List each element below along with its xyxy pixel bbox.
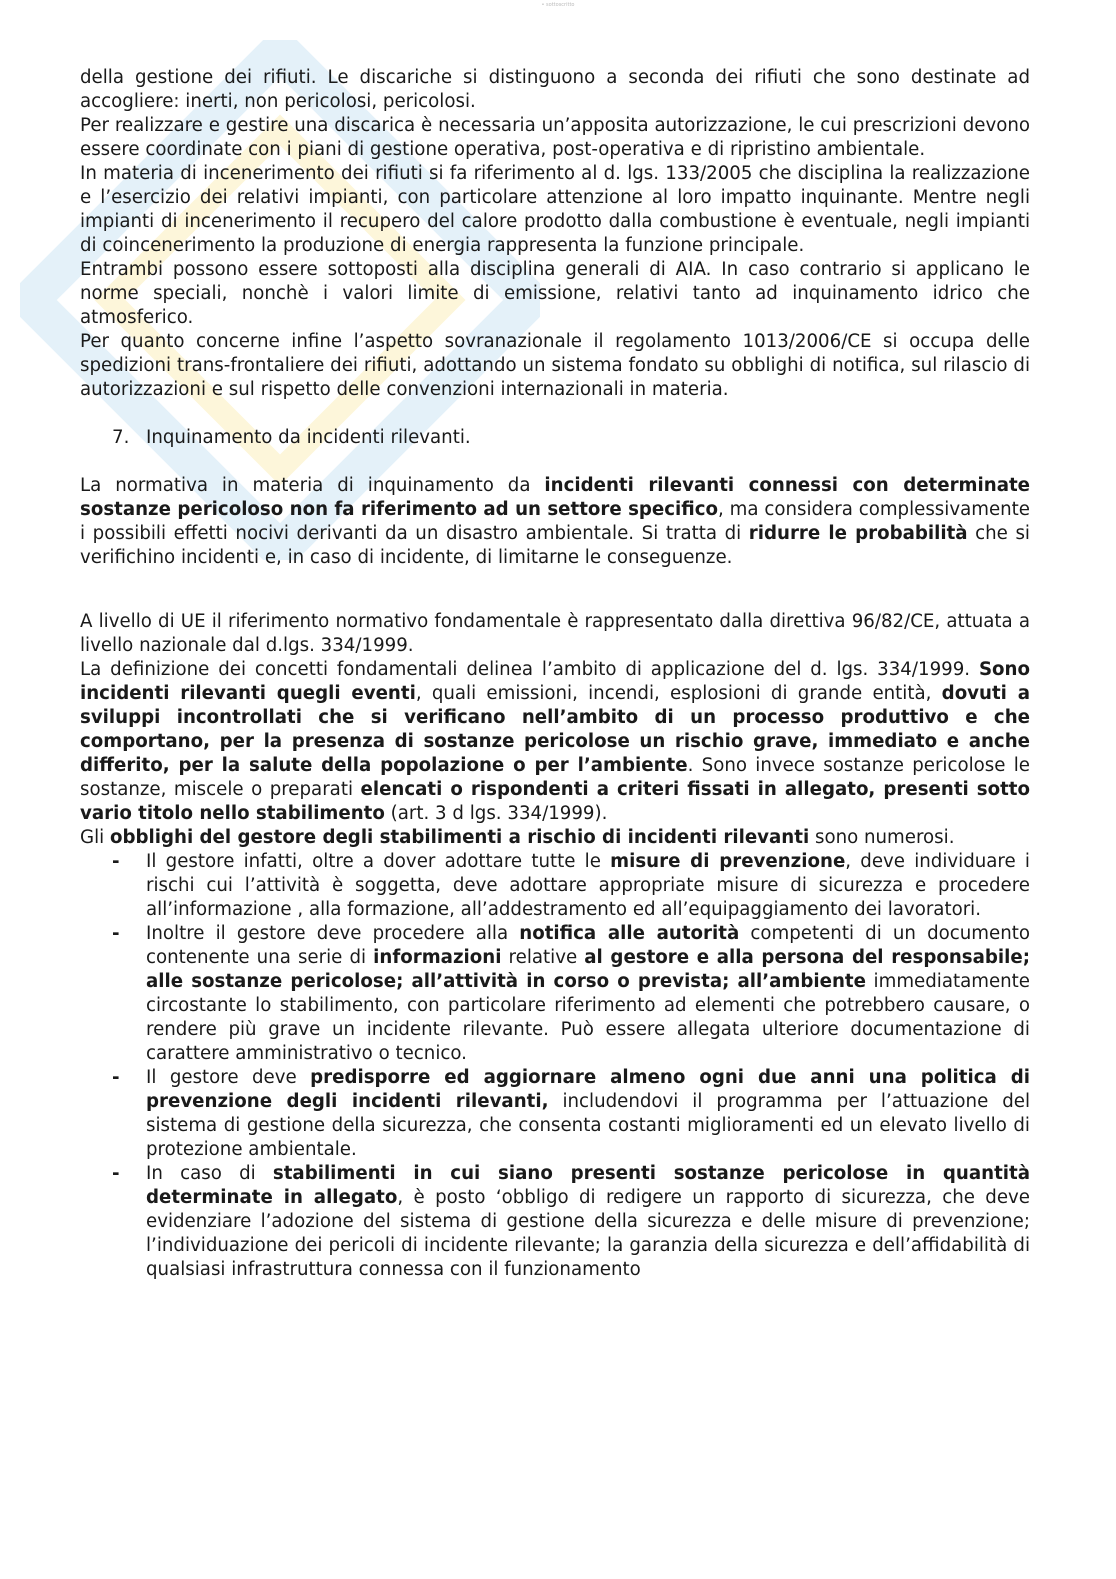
paragraph: Entrambi possono essere sottoposti alla disciplina generali di AIA. In caso contrario si applicano le norme speciali, nonchè i valori limite di emissione, relativi tanto ad inquinamento idrico che atmosferico.: [80, 259, 1030, 328]
list-item: - Il gestore deve predisporre ed aggiornare almeno ogni due anni una politica di prevenzione degli incidenti rilevanti, includendovi il programma per l’attuazione del sistema di gestione della sicurezza, che consenta costanti miglioramenti ed un elevato livello di protezione ambientale.: [112, 1067, 1031, 1160]
list-item: - In caso di stabilimenti in cui siano presenti sostanze pericolose in quantità determinate in allegato, è posto ‘obbligo di redigere un rapporto di sicurezza, che deve evidenziare l’adozione del sistema di gestione della sicurezza e delle misure di prevenzione; l’individuazione dei pericoli di incidente rilevante; la garanzia della sicurezza e dell’affidabilità di qualsiasi infrastruttura connessa con il funzionamento: [112, 1163, 1030, 1280]
section-heading: [80, 426, 1030, 450]
paragraph: Per quanto concerne infine l’aspetto sovranazionale il regolamento 1013/2006/CE si occupa delle spedizioni trans-frontaliere dei rifiuti, adottando un sistema fondato su obblighi di notifica, sul rilascio di autorizzazioni e sul rispetto delle convenzioni internazionali in materia.: [80, 331, 1030, 400]
list-item: - Il gestore infatti, oltre a dover adottare tutte le misure di prevenzione, deve individuare i rischi cui l’attività è soggetta, deve adottare appropriate misure di sicurezza e procedere all’informazione , alla formazione, all’addestramento ed all’equipaggiamento dei lavoratori.: [112, 851, 1030, 920]
paragraph: La normativa in materia di inquinamento da incidenti rilevanti connessi con determinate sostanze pericoloso non fa riferimento ad un settore specifico, ma considera complessivamente i possibili effetti nocivi derivanti da un disastro ambientale. Si tratta di ridurre le probabilità che si verifichino incidenti e, in caso di incidente, di limitarne le conseguenze.: [80, 475, 1030, 568]
obligations-list: [80, 850, 1030, 1282]
page-header: • sottoscritto: [541, 2, 575, 8]
paragraph: La definizione dei concetti fondamentali delinea l’ambito di applicazione del d. lgs. 334/1999. Sono incidenti rilevanti quegli eventi, quali emissioni, incendi, esplosioni di grande entità, dovuti a sviluppi incontrollati che si verificano nell’ambito di un processo produttivo e che comportano, per la presenza di sostanze pericolose un rischio grave, immediato e anche differito, per la salute della popolazione o per l’ambiente. Sono invece sostanze pericolose le sostanze, miscele o preparati elencati o rispondenti a criteri fissati in allegato, presenti sotto vario titolo nello stabilimento (art. 3 d lgs. 334/1999).: [80, 659, 1031, 824]
dash-bullet: -: [112, 1163, 120, 1184]
dash-bullet: -: [112, 851, 120, 872]
dash-bullet: -: [112, 1067, 120, 1088]
paragraph: Per realizzare e gestire una discarica è necessaria un’apposita autorizzazione, le cui prescrizioni devono essere coordinate con i piani di gestione operativa, post-operativa e di ripristino ambientale.: [80, 115, 1030, 160]
section-title: Inquinamento da incidenti rilevanti.: [146, 427, 471, 448]
list-item: - Inoltre il gestore deve procedere alla notifica alle autorità competenti di un documento contenente una serie di informazioni relative al gestore e alla persona del responsabile; alle sostanze pericolose; all’attività in corso o prevista; all’ambiente immediatamente circostante lo stabilimento, con particolare riferimento ad elementi che potrebbero causare, o rendere più grave un incidente rilevante. Può essere allegata ulteriore documentazione di carattere amministrativo o tecnico.: [112, 923, 1030, 1064]
dash-bullet: -: [112, 923, 120, 944]
paragraph: A livello di UE il riferimento normativo fondamentale è rappresentato dalla direttiva 96/82/CE, attuata a livello nazionale dal d.lgs. 334/1999.: [80, 611, 1030, 656]
paragraph: Gli obblighi del gestore degli stabilimenti a rischio di incidenti rilevanti sono numerosi.: [80, 827, 955, 848]
paragraph: della gestione dei rifiuti. Le discariche si distinguono a seconda dei rifiuti che sono destinate ad accogliere: inerti, non pericolosi, pericolosi.: [80, 67, 1030, 112]
paragraph: In materia di incenerimento dei rifiuti si fa riferimento al d. lgs. 133/2005 che disciplina la realizzazione e l’esercizio dei relativi impianti, con particolare attenzione al loro impatto inquinante. Mentre negli impianti di incenerimento il recupero del calore prodotto dalla combustione è eventuale, negli impianti di coincenerimento la produzione di energia rappresenta la funzione principale.: [80, 163, 1030, 256]
document-page: [80, 66, 1030, 1282]
section-number: 7.: [112, 427, 130, 448]
